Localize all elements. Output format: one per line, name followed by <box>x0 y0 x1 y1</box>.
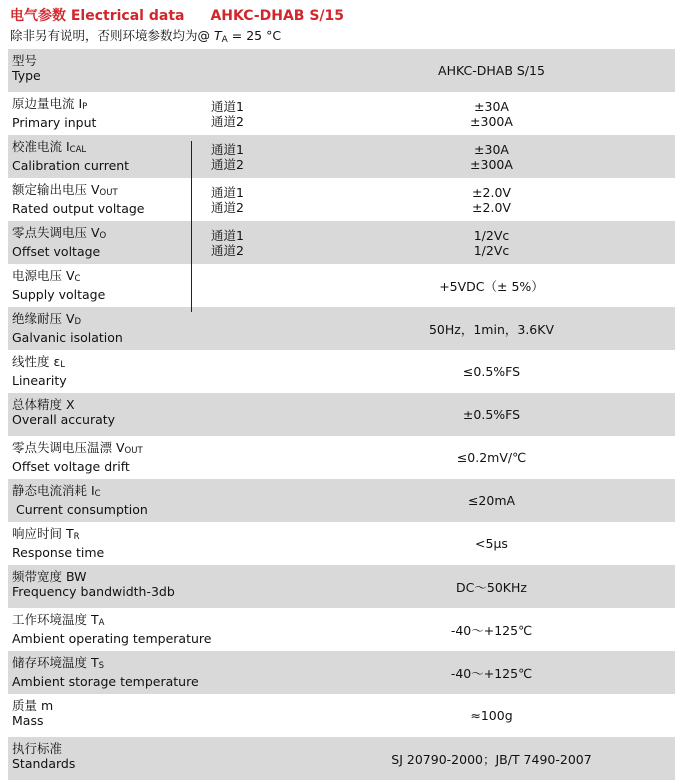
channel-labels: 通道1 通道2 <box>211 99 244 129</box>
spec-row-operating-temperature <box>8 608 675 651</box>
label-cn: 零点失调电压温漂 $V_{OUT}$ <box>12 440 143 456</box>
title-model: AHKC-DHAB S/15 <box>210 8 345 24</box>
spec-row-mass <box>8 694 675 737</box>
condition-prefix: 除非另有说明，否则环境参数均为@ <box>10 28 211 43</box>
page-title <box>10 6 344 26</box>
row-label <box>12 182 144 216</box>
row-value: ±0.5%FS <box>462 407 521 422</box>
label-cn: 总体精度 X <box>12 397 75 412</box>
condition-suffix: = 25 °C <box>227 28 282 43</box>
spec-row-primary-input <box>8 92 675 135</box>
label-en: Calibration current <box>12 158 130 173</box>
row-label <box>12 139 129 173</box>
spec-row-overall-accuracy <box>8 393 675 436</box>
row-label <box>12 96 96 130</box>
spec-row-frequency-bandwidth <box>8 565 675 608</box>
row-label <box>12 268 105 302</box>
row-label <box>12 354 67 388</box>
row-value: DC～50KHz <box>456 579 527 595</box>
condition-symbol: T <box>214 28 222 43</box>
spec-table <box>8 49 675 780</box>
label-en: Ambient operating temperature <box>12 631 212 646</box>
row-label <box>12 569 175 599</box>
row-label <box>12 655 199 689</box>
spec-row-current-consumption <box>8 479 675 522</box>
row-label <box>12 440 143 474</box>
spec-row-standards <box>8 737 675 780</box>
channel-values: ±30A ±300A <box>470 99 513 129</box>
label-en: Standards <box>12 756 76 771</box>
label-en: Response time <box>12 545 105 560</box>
label-cn: 型号 <box>12 53 38 68</box>
label-cn: 原边量电流 $I_P$ <box>12 96 88 112</box>
label-cn: 绝缘耐压 $V_D$ <box>12 311 82 327</box>
row-value: ≤20mA <box>467 493 516 508</box>
row-value: SJ 20790-2000；JB/T 7490-2007 <box>391 751 592 767</box>
channel-values: ±2.0V ±2.0V <box>472 185 511 215</box>
row-value: <5μs <box>475 536 508 551</box>
label-cn: 额定输出电压 $V_{OUT}$ <box>12 182 118 198</box>
row-label <box>12 397 115 427</box>
spec-row-rated-output-voltage <box>8 178 675 221</box>
spec-row-calibration-current <box>8 135 675 178</box>
label-cn: 质量 m <box>12 698 54 713</box>
row-label <box>12 311 123 345</box>
row-value: ≤0.2mV/℃ <box>456 450 527 465</box>
label-en: Primary input <box>12 115 97 130</box>
spec-row-response-time <box>8 522 675 565</box>
row-label <box>12 612 211 646</box>
channel-labels: 通道1 通道2 <box>211 142 244 172</box>
spec-row-offset-voltage-drift <box>8 436 675 479</box>
row-value: -40～+125℃ <box>450 622 533 638</box>
channel-labels: 通道1 通道2 <box>211 185 244 215</box>
spec-row-storage-temperature <box>8 651 675 694</box>
row-label <box>12 698 53 728</box>
label-cn: 响应时间 $T_R$ <box>12 526 80 542</box>
spec-row-type <box>8 49 675 92</box>
label-en: Linearity <box>12 373 67 388</box>
row-label <box>12 526 104 560</box>
row-label <box>12 483 148 517</box>
label-cn: 电源电压 $V_C$ <box>12 268 81 284</box>
label-cn: 线性度 $\varepsilon_L$ <box>12 354 65 370</box>
label-en: Rated output voltage <box>12 201 145 216</box>
label-en: Ambient storage temperature <box>12 674 199 689</box>
row-value: +5VDC（± 5%） <box>439 278 544 294</box>
label-en: Galvanic isolation <box>12 330 123 345</box>
row-value: ≈100g <box>470 708 513 723</box>
row-value: -40～+125℃ <box>450 665 533 681</box>
spec-row-linearity <box>8 350 675 393</box>
label-cn: 执行标准 <box>12 741 63 756</box>
label-cn: 校准电流 $I_{CAL}$ <box>12 139 87 155</box>
channel-values: 1/2Vc 1/2Vc <box>473 228 510 258</box>
label-cn: 零点失调电压 $V_O$ <box>12 225 107 241</box>
label-en: Offset voltage drift <box>12 459 130 474</box>
row-label <box>12 53 41 83</box>
spec-row-offset-voltage <box>8 221 675 264</box>
label-en: Current consumption <box>12 502 148 517</box>
label-en: Overall accuraty <box>12 412 116 427</box>
label-cn: 工作环境温度 $T_A$ <box>12 612 105 628</box>
row-label <box>12 741 75 771</box>
channel-divider <box>191 141 192 312</box>
label-en: Frequency bandwidth-3db <box>12 584 175 599</box>
label-en: Mass <box>12 713 44 728</box>
label-en: Type <box>12 68 41 83</box>
row-value: 50Hz，1min，3.6KV <box>428 321 555 337</box>
label-cn: 储存环境温度 $T_S$ <box>12 655 105 671</box>
row-value: ≤0.5%FS <box>462 364 521 379</box>
label-en: Offset voltage <box>12 244 101 259</box>
channel-labels: 通道1 通道2 <box>211 228 244 258</box>
label-cn: 频带宽度 BW <box>12 569 87 584</box>
label-cn: 静态电流消耗 $I_C$ <box>12 483 101 499</box>
spec-row-supply-voltage <box>8 264 675 307</box>
channel-values: ±30A ±300A <box>470 142 513 172</box>
row-value: AHKC-DHAB S/15 <box>438 63 545 78</box>
row-label <box>12 225 106 259</box>
title-text: 电气参数 Electrical data <box>10 8 185 24</box>
condition-subscript: A <box>221 35 228 45</box>
condition-note <box>10 27 281 45</box>
spec-row-galvanic-isolation <box>8 307 675 350</box>
label-en: Supply voltage <box>12 287 106 302</box>
